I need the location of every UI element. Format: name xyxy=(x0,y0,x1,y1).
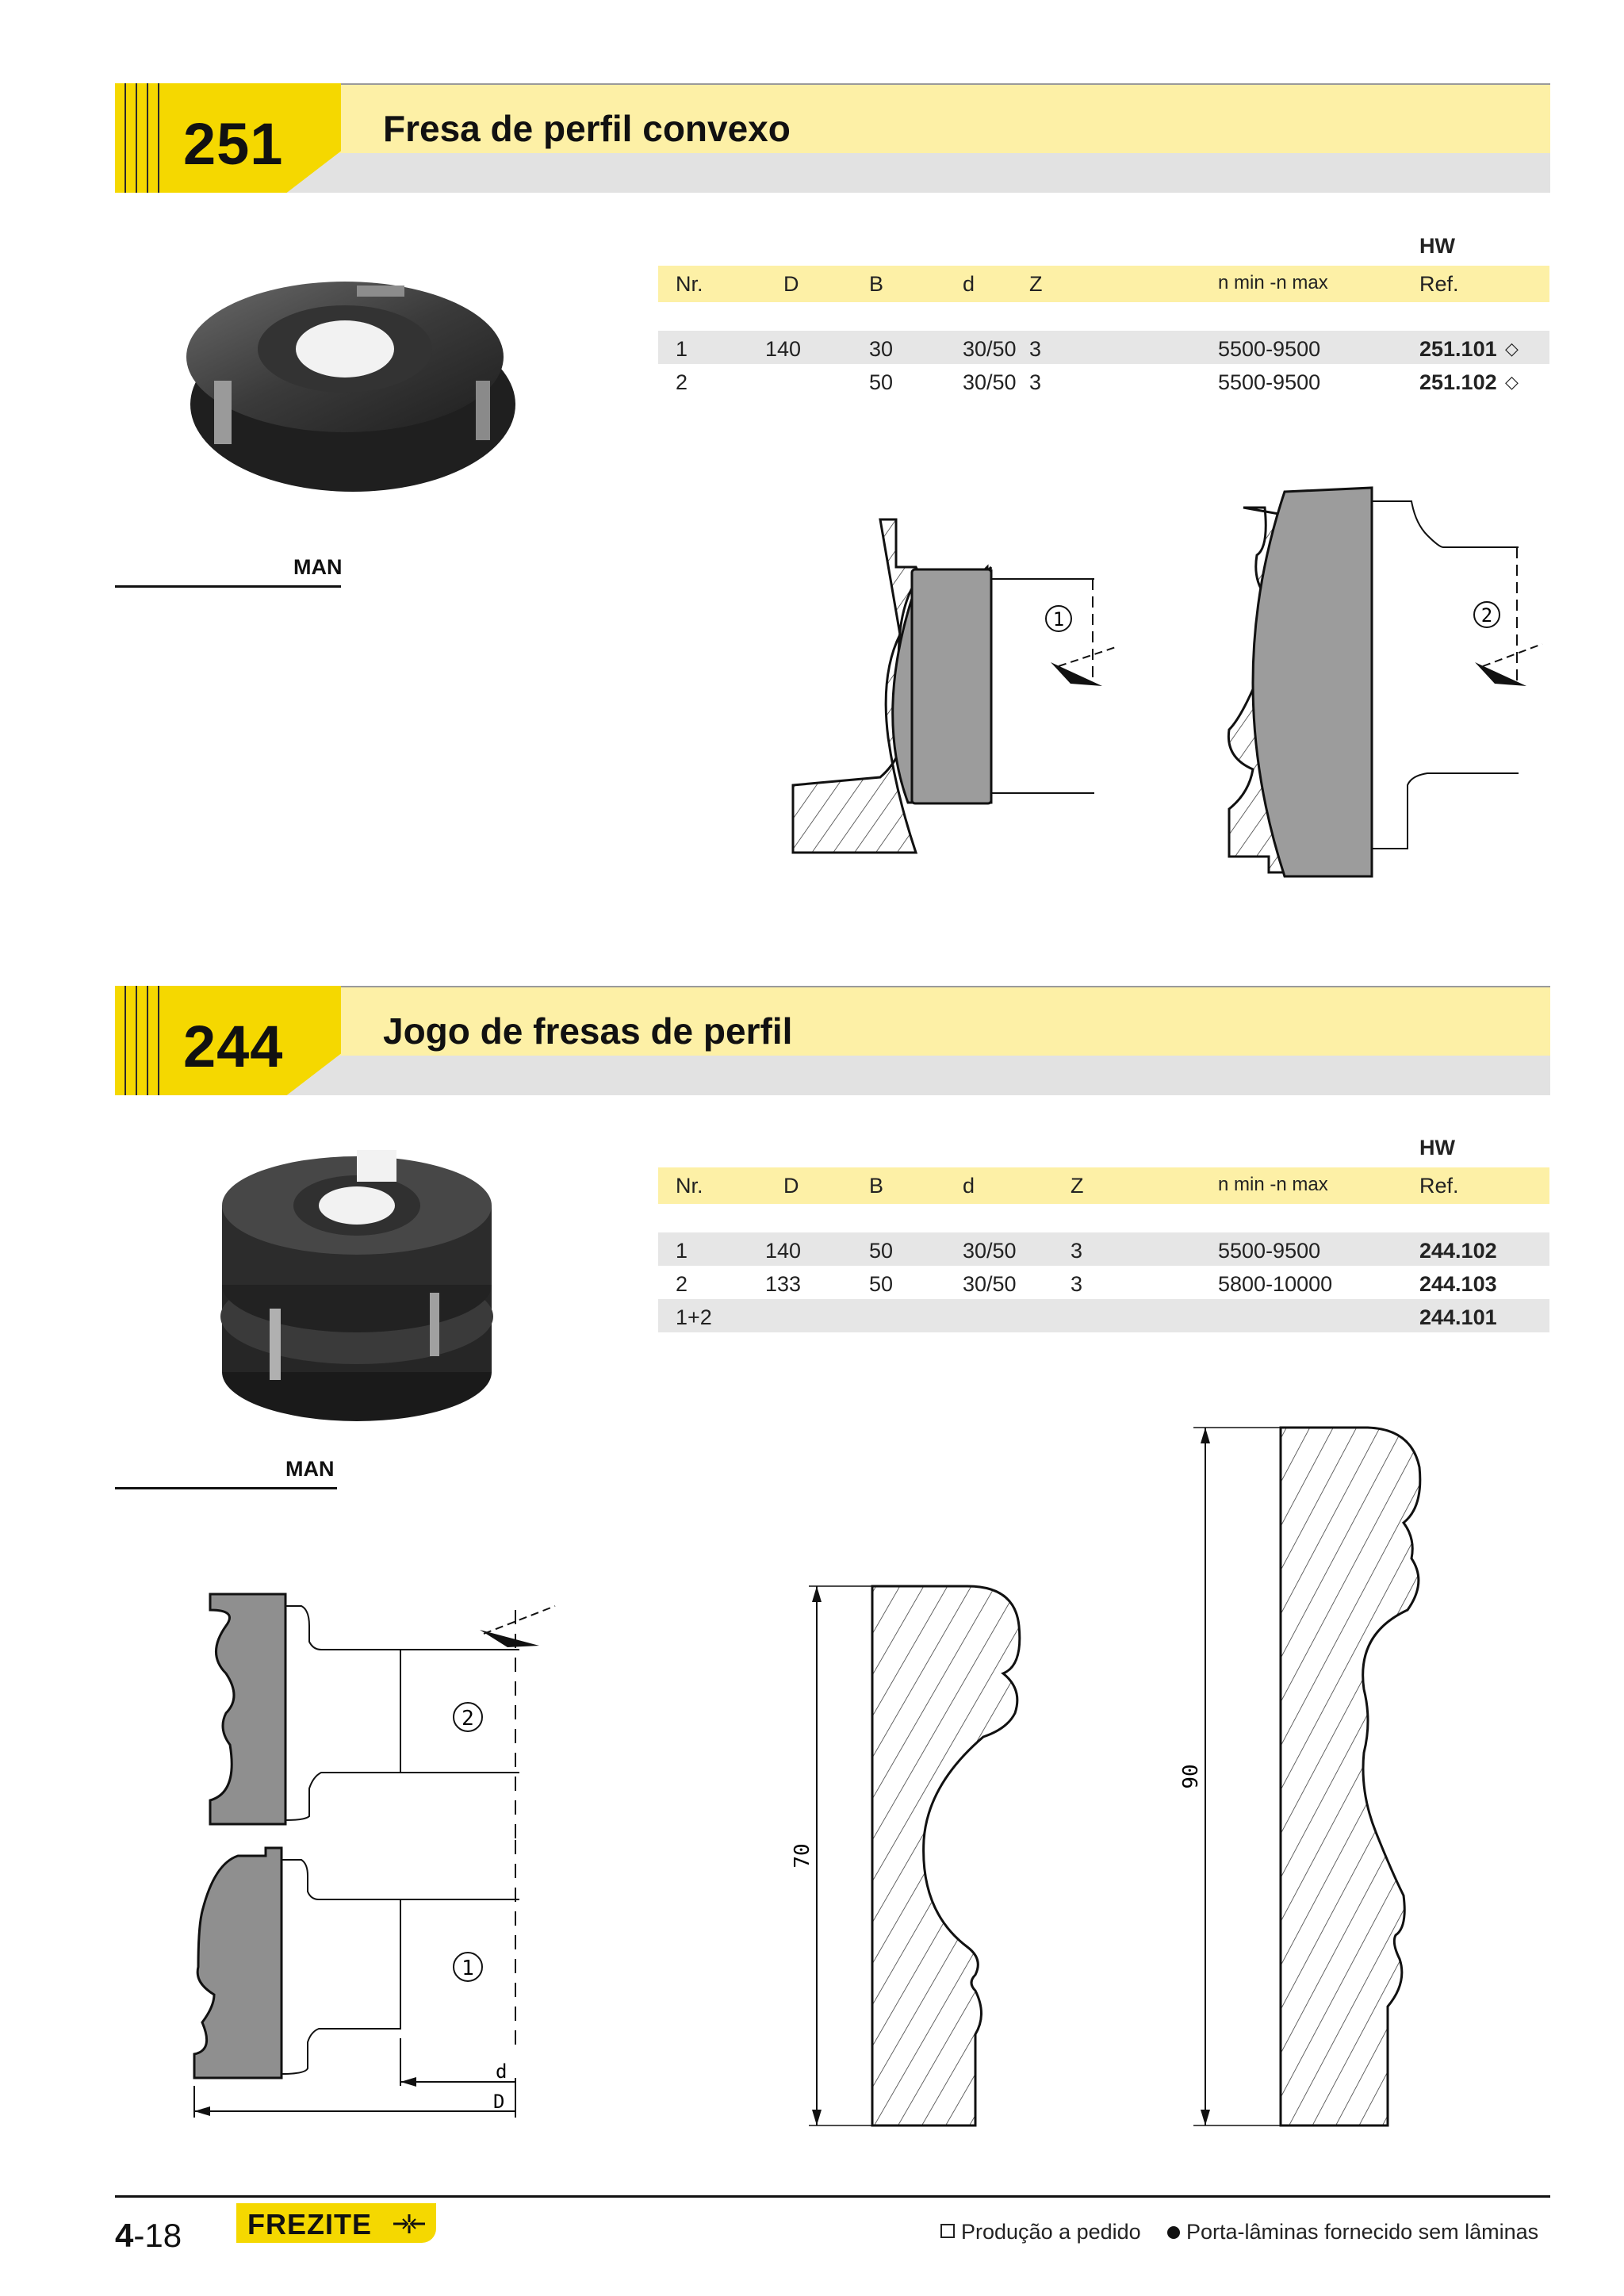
cell-ref: 251.101 xyxy=(1419,337,1497,361)
col-B: B xyxy=(869,1174,884,1198)
cell-D: 140 xyxy=(765,1239,802,1263)
profile-90-drawing xyxy=(1174,1420,1443,2133)
col-d: d xyxy=(963,272,975,296)
dim-d-label: d xyxy=(496,2060,508,2083)
cell-n: 5500-9500 xyxy=(1218,337,1321,361)
man-underline xyxy=(115,585,341,588)
cell-Z: 3 xyxy=(1071,1239,1083,1263)
col-ref: Ref. xyxy=(1419,272,1459,296)
brand-name: FREZITE xyxy=(247,2208,372,2240)
man-underline xyxy=(115,1487,337,1489)
header-topline xyxy=(341,83,1550,85)
cell-Z: 3 xyxy=(1029,337,1042,361)
cell-nr: 1 xyxy=(676,337,688,361)
col-nr: Nr. xyxy=(676,1174,703,1198)
square-icon xyxy=(940,2224,955,2238)
header-rule xyxy=(158,83,159,193)
brand-mark-icon xyxy=(392,2213,427,2235)
cell-ref: 251.102 xyxy=(1419,370,1497,394)
col-ref: Ref. xyxy=(1419,1174,1459,1198)
section-title: Jogo de fresas de perfil xyxy=(383,1010,793,1052)
col-Z: Z xyxy=(1071,1174,1084,1198)
cell-nr: 2 xyxy=(676,370,688,394)
cell-d: 30/50 xyxy=(963,1239,1017,1263)
man-label: MAN xyxy=(293,555,343,579)
col-n: n min -n max xyxy=(1218,1174,1328,1195)
cell-n: 5800-10000 xyxy=(1218,1272,1333,1296)
profile-2-label: 2 xyxy=(1480,604,1493,627)
cell-nr: 2 xyxy=(676,1272,688,1296)
header-rule xyxy=(136,83,137,193)
cutter-set-drawing xyxy=(182,1578,563,2125)
cell-B: 50 xyxy=(869,1239,894,1263)
cell-ref: 244.102 xyxy=(1419,1239,1497,1263)
header-rule xyxy=(147,986,148,1095)
section-number: 251 xyxy=(183,111,284,177)
profile-drawing-251 xyxy=(777,476,1562,888)
cell-B: 50 xyxy=(869,370,894,394)
cell-nr: 1+2 xyxy=(676,1305,712,1329)
cutter-2-label: 2 xyxy=(462,1707,474,1731)
legend-holder xyxy=(1167,2220,1538,2244)
table-header xyxy=(658,266,1549,302)
col-Z: Z xyxy=(1029,272,1043,296)
dim-D-label: D xyxy=(493,2091,505,2113)
diamond-icon: ◇ xyxy=(1505,339,1519,358)
col-B: B xyxy=(869,272,884,296)
cell-Z: 3 xyxy=(1029,370,1042,394)
cell-B: 50 xyxy=(869,1272,894,1296)
cell-d: 30/50 xyxy=(963,1272,1017,1296)
header-rule xyxy=(124,986,126,1095)
cell-D: 140 xyxy=(765,337,802,361)
page-index: -18 xyxy=(133,2217,182,2254)
legend-made-to-order xyxy=(940,2220,1141,2244)
profile-1-label: 1 xyxy=(1052,608,1065,631)
page-number xyxy=(115,2217,182,2255)
col-n: n min -n max xyxy=(1218,272,1328,293)
cell-d: 30/50 xyxy=(963,337,1017,361)
brand-logo xyxy=(236,2203,436,2243)
profile-70-drawing xyxy=(785,1578,1055,2133)
col-D: D xyxy=(783,272,799,296)
section-number: 244 xyxy=(183,1014,284,1079)
table-header xyxy=(658,1167,1549,1204)
height-90-label: 90 xyxy=(1179,1764,1203,1789)
cell-B: 30 xyxy=(869,337,894,361)
legend-holder-text: Porta-lâminas fornecido sem lâminas xyxy=(1186,2220,1539,2244)
cell-n: 5500-9500 xyxy=(1218,370,1321,394)
table-row xyxy=(658,364,1549,397)
hw-label: HW xyxy=(1419,1136,1455,1159)
table-row xyxy=(658,1266,1549,1299)
cutter-251-photo xyxy=(167,270,523,508)
header-rule xyxy=(124,83,126,193)
legend-made-to-order-text: Produção a pedido xyxy=(961,2220,1141,2244)
cell-D: 133 xyxy=(765,1272,802,1296)
section-251-header xyxy=(115,83,1550,193)
header-rule xyxy=(158,986,159,1095)
hw-label: HW xyxy=(1419,234,1455,258)
cell-d: 30/50 xyxy=(963,370,1017,394)
cell-n: 5500-9500 xyxy=(1218,1239,1321,1263)
col-nr: Nr. xyxy=(676,272,703,296)
diamond-icon: ◇ xyxy=(1505,372,1519,392)
col-d: d xyxy=(963,1174,975,1198)
bullet-icon xyxy=(1167,2226,1180,2239)
section-244-header xyxy=(115,986,1550,1095)
height-70-label: 70 xyxy=(791,1843,814,1869)
table-row xyxy=(658,1232,1549,1266)
footer-rule xyxy=(115,2195,1550,2198)
table-row xyxy=(658,1299,1549,1332)
header-topline xyxy=(341,986,1550,987)
cutter-1-label: 1 xyxy=(462,1957,474,1980)
page-chapter: 4 xyxy=(115,2217,134,2254)
cell-nr: 1 xyxy=(676,1239,688,1263)
cutter-244-photo xyxy=(206,1142,508,1428)
table-row xyxy=(658,331,1549,364)
cell-ref: 244.103 xyxy=(1419,1272,1497,1296)
header-rule xyxy=(147,83,148,193)
section-title: Fresa de perfil convexo xyxy=(383,108,791,149)
header-rule xyxy=(136,986,137,1095)
cell-Z: 3 xyxy=(1071,1272,1083,1296)
cell-ref: 244.101 xyxy=(1419,1305,1497,1329)
man-label: MAN xyxy=(285,1457,335,1481)
col-D: D xyxy=(783,1174,799,1198)
